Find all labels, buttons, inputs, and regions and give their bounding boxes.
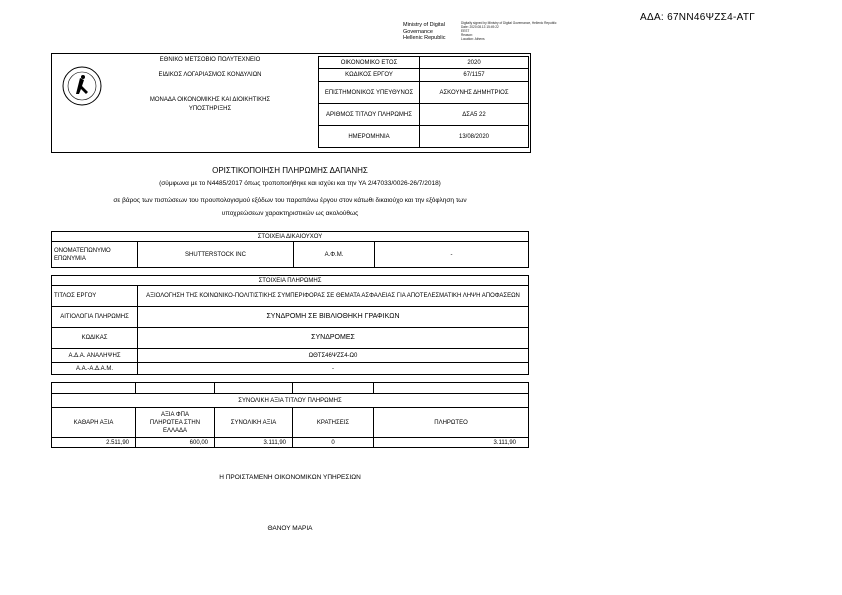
adam-label: Α.Α.-Α.Δ.Α.Μ.: [52, 363, 138, 375]
header-fields-table: [318, 56, 529, 148]
gov-signature-label: [403, 22, 446, 42]
field-value: ΔΣΑ5 22: [420, 104, 529, 126]
intro-line-2: υποχρεώσεων χαρακτηριστικών ως ακολούθως: [221, 210, 359, 217]
header-vat: ΑΞΙΑ ΦΠΑ ΠΛΗΡΩΤΕΑ ΣΤΗΝ ΕΛΛΑΔΑ: [136, 408, 215, 438]
beneficiary-table: [51, 231, 529, 268]
intro-line-1: σε βάρος των πιστώσεων του προυπολογισμού εξόδων του παραπάνω έργου στον κάτωθι δικαιούχο και την εξόφληση των: [113, 197, 467, 204]
beneficiary-name: SHUTTERSTOCK INC: [138, 242, 294, 268]
ada-stamp: ΑΔΑ: 67ΝΝ46ΨΖΣ4-ΑΤΓ: [640, 12, 756, 23]
field-label: ΕΠΙΣΤΗΜΟΝΙΚΟΣ ΥΠΕΥΘΥΝΟΣ: [319, 82, 420, 104]
value-vat: 600,00: [136, 438, 215, 448]
project-title: ΑΞΙΟΛΟΓΗΣΗ ΤΗΣ ΚΟΙΝΩΝΙΚΟ-ΠΟΛΙΤΙΣΤΙΚΗΣ ΣΥΜΠΕΡΙΦΟΡΑΣ ΣΕ ΘΕΜΑΤΑ ΑΣΦΑΛΕΙΑΣ ΓΙΑ ΑΠΟΤΕΛΕΣΜΑΤΙΚΗ ΛΗΨΗ ΑΠΟΦΑΣΕΩΝ: [138, 286, 529, 307]
adam-value: -: [138, 363, 529, 375]
header-deductions: ΚΡΑΤΗΣΕΙΣ: [293, 408, 374, 438]
header-total: ΣΥΝΟΛΙΚΗ ΑΞΙΑ: [215, 408, 293, 438]
field-value: 13/08/2020: [420, 126, 529, 148]
field-label: ΟΙΚΟΝΟΜΙΚΟ ΕΤΟΣ: [319, 57, 420, 69]
value-total: 3.111,90: [215, 438, 293, 448]
digital-signature-details: [461, 21, 557, 41]
document-subtitle: (σύμφωνα με το Ν4485/2017 όπως τροποποιήθηκε και ισχύει και την ΥΑ 2/47033/0026-26/7/2018): [159, 180, 441, 187]
field-label: ΗΜΕΡΟΜΗΝΙΑ: [319, 126, 420, 148]
org-account: ΕΙΔΙΚΟΣ ΛΟΓΑΡΙΑΣΜΟΣ ΚΟΝΔΥΛΙΩΝ: [158, 72, 262, 78]
org-unit: ΜΟΝΑΔΑ ΟΙΚΟΝΟΜΙΚΗΣ ΚΑΙ ΔΙΟΙΚΗΤΙΚΗΣ ΥΠΟΣΤΗΡΙΞΗΣ: [149, 97, 271, 112]
ada-label: Α.Δ.Α. ΑΝΑΛΗΨΗΣ: [52, 349, 138, 363]
university-seal-icon: [62, 66, 102, 106]
afm-value: -: [375, 242, 529, 268]
afm-label: Α.Φ.Μ.: [294, 242, 375, 268]
value-net: 2.511,90: [52, 438, 136, 448]
field-value: 2020: [420, 57, 529, 69]
field-label: ΑΡΙΘΜΟΣ ΤΙΤΛΟΥ ΠΛΗΡΩΜΗΣ: [319, 104, 420, 126]
org-name: ΕΘΝΙΚΟ ΜΕΤΣΟΒΙΟ ΠΟΛΥΤΕΧΝΕΙΟ: [159, 57, 261, 63]
signatory-role: Η ΠΡΟΙΣΤΑΜΕΝΗ ΟΙΚΟΝΟΜΙΚΩΝ ΥΠΗΡΕΣΙΩΝ: [219, 474, 361, 481]
section-header: ΣΥΝΟΛΙΚΗ ΑΞΙΑ ΤΙΤΛΟΥ ΠΛΗΡΩΜΗΣ: [52, 394, 529, 408]
gov-line: Hellenic Republic: [403, 35, 446, 41]
value-payable: 3.111,90: [374, 438, 529, 448]
reason-label: ΑΙΤΙΟΛΟΓΙΑ ΠΛΗΡΩΜΗΣ: [52, 307, 138, 328]
gov-line: Ministry of Digital: [403, 22, 445, 28]
header-net: ΚΑΘΑΡΗ ΑΞΙΑ: [52, 408, 136, 438]
gov-line: Governance: [403, 28, 433, 35]
field-value: 67/1157: [420, 69, 529, 82]
payment-table: [51, 275, 529, 375]
signatory-name: ΘΑΝΟΥ ΜΑΡΙΑ: [267, 525, 313, 532]
sig-line: Location: Athens: [461, 37, 485, 41]
ada-value: ΩΘΤΣ46ΨΖΣ4-Ω0: [138, 349, 529, 363]
header-payable: ΠΛΗΡΩΤΕΟ: [374, 408, 529, 438]
kodikas-value: ΣΥΝΔΡΟΜΕΣ: [138, 328, 529, 349]
section-header: ΣΤΟΙΧΕΙΑ ΔΙΚΑΙΟΥΧΟΥ: [52, 232, 529, 242]
name-label: ΟΝΟΜΑΤΕΠΩΝΥΜΟ ΕΠΩΝΥΜΙΑ: [52, 242, 138, 268]
document-title: ΟΡΙΣΤΙΚΟΠΟΙΗΣΗ ΠΛΗΡΩΜΗΣ ΔΑΠΑΝΗΣ: [212, 166, 368, 175]
sig-line: EEST: [461, 29, 470, 33]
value-deductions: 0: [293, 438, 374, 448]
payment-reason: ΣΥΝΔΡΟΜΗ ΣΕ ΒΙΒΛΙΟΘΗΚΗ ΓΡΑΦΙΚΩΝ: [138, 307, 529, 328]
field-label: ΚΩΔΙΚΟΣ ΕΡΓΟΥ: [319, 69, 420, 82]
kodikas-label: ΚΩΔΙΚΑΣ: [52, 328, 138, 349]
field-value: ΑΣΚΟΥΝΗΣ ΔΗΜΗΤΡΙΟΣ: [420, 82, 529, 104]
title-label: ΤΙΤΛΟΣ ΕΡΓΟΥ: [52, 286, 138, 307]
sig-line: Digitally signed by Ministry of Digital Governance, Hellenic Republic: [461, 21, 557, 25]
section-header: ΣΤΟΙΧΕΙΑ ΠΛΗΡΩΜΗΣ: [52, 276, 529, 286]
sig-line: Reason:: [461, 33, 473, 37]
totals-table: [51, 382, 529, 448]
sig-line: Date: 2020.08.13 15:49:22: [461, 25, 499, 29]
